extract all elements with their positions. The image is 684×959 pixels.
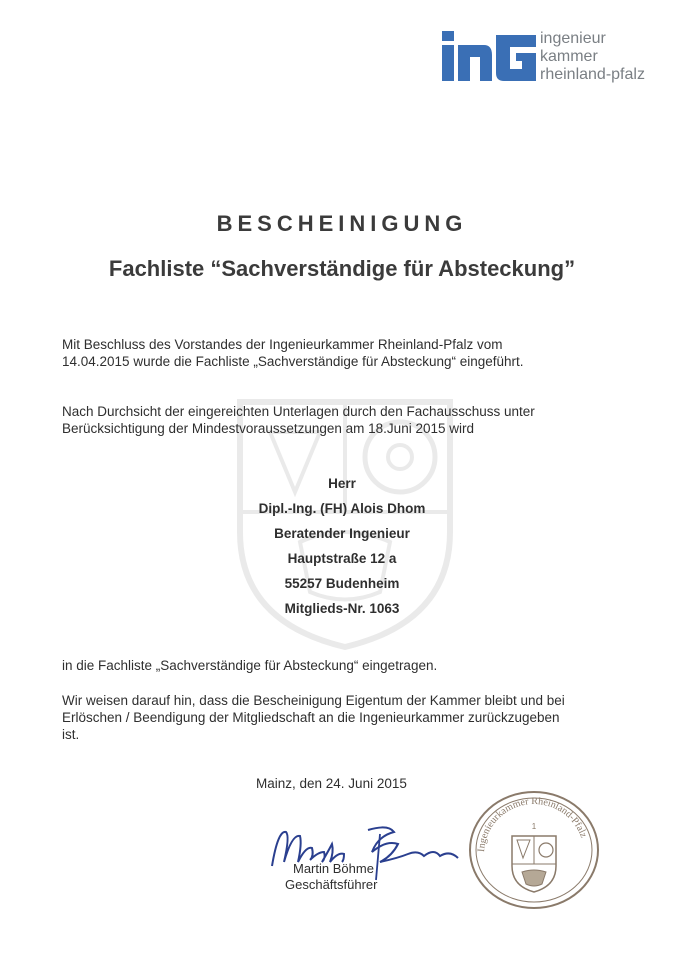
document-title: BESCHEINIGUNG xyxy=(216,211,468,236)
text-line: Erlöschen / Beendigung der Mitgliedschaft an die Ingenieurkammer zurückzugeben xyxy=(62,710,560,725)
svg-text:1: 1 xyxy=(531,822,537,831)
official-seal-stamp xyxy=(462,784,606,912)
ingenieurkammer-logo xyxy=(440,27,670,87)
text-line: 14.04.2015 wurde die Fachliste „Sachverständige für Absteckung“ eingeführt. xyxy=(62,354,524,369)
recipient-name: Dipl.-Ing. (FH) Alois Dhom xyxy=(258,501,426,516)
text-line: Wir weisen darauf hin, dass die Bescheinigung Eigentum der Kammer bleibt und bei xyxy=(62,693,565,708)
place-and-date: Mainz, den 24. Juni 2015 xyxy=(256,776,407,791)
entry-paragraph xyxy=(62,657,622,674)
recipient-block xyxy=(0,471,684,621)
recipient-city: 55257 Budenheim xyxy=(284,576,400,591)
svg-text:Ingenieurkammer Rheinland-Pfal: Ingenieurkammer Rheinland-Pfalz xyxy=(476,795,589,853)
text-line: ist. xyxy=(62,727,80,742)
text-line: Berücksichtigung der Mindestvoraussetzungen am 18.Juni 2015 wird xyxy=(62,421,474,436)
recipient-title: Beratender Ingenieur xyxy=(274,526,410,541)
document-subtitle: Fachliste “Sachverständige für Absteckung” xyxy=(108,256,576,281)
signer-role: Geschäftsführer xyxy=(285,877,378,892)
logo-line: ingenieur xyxy=(540,30,606,47)
logo-wordmark xyxy=(540,30,645,84)
recipient-street: Hauptstraße 12 a xyxy=(287,551,397,566)
text-line: Mit Beschluss des Vorstandes der Ingenieurkammer Rheinland-Pfalz vom xyxy=(62,337,503,352)
recipient-salutation: Herr xyxy=(328,476,356,491)
ing-logo-mark-icon xyxy=(440,27,538,83)
recipient-member-number: Mitglieds-Nr. 1063 xyxy=(284,601,400,616)
intro-paragraph xyxy=(62,336,622,370)
review-paragraph xyxy=(62,403,622,437)
logo-line: kammer xyxy=(540,48,598,65)
text-line: in die Fachliste „Sachverständige für Absteckung“ eingetragen. xyxy=(62,658,438,673)
notice-paragraph xyxy=(62,692,622,743)
signer-name: Martin Böhme xyxy=(293,861,374,876)
text-line: Nach Durchsicht der eingereichten Unterlagen durch den Fachausschuss unter xyxy=(62,404,535,419)
logo-line: rheinland-pfalz xyxy=(540,66,645,83)
